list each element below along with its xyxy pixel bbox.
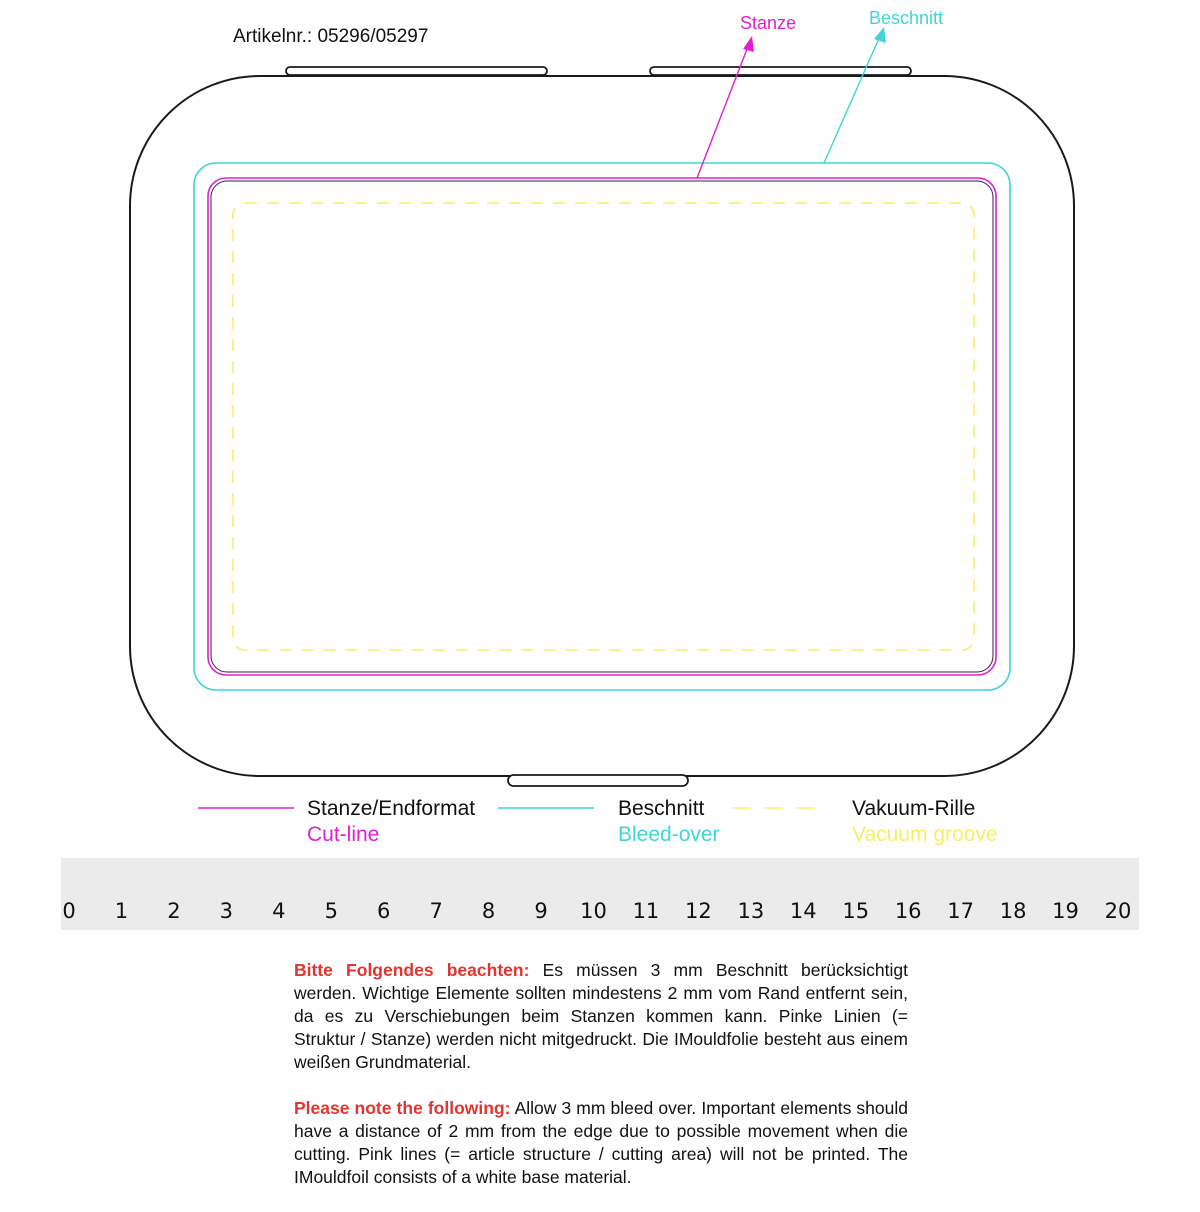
notes <box>294 959 908 1212</box>
ruler-label: 6 <box>377 899 391 923</box>
ruler-label: 20 <box>1104 899 1132 923</box>
bleed-line <box>194 163 1010 690</box>
notes-en-text: Allow 3 mm bleed over. Important elements should have a distance of 2 mm from the edge due to possible movement when die cutting. Pink lines (= article structure / cutting area) will not be printed. The IMouldfoil consists of a white base material. <box>294 1098 908 1187</box>
notes-de-lead: Bitte Folgendes beachten: <box>294 960 530 980</box>
ruler-label: 4 <box>272 899 286 923</box>
ruler-label: 5 <box>324 899 338 923</box>
ruler-label: 9 <box>534 899 548 923</box>
stanze-callout-label: Stanze <box>740 13 797 33</box>
ruler-label: 0 <box>62 899 76 923</box>
ruler-label: 18 <box>999 899 1027 923</box>
stanze-arrowhead <box>743 36 754 52</box>
notes-en <box>294 1097 908 1189</box>
beschnitt-arrowhead <box>874 27 886 43</box>
beschnitt-callout-label: Beschnitt <box>869 8 944 28</box>
ruler-label: 7 <box>429 899 443 923</box>
hinge-right <box>650 67 911 75</box>
notes-en-lead: Please note the following: <box>294 1098 511 1118</box>
ruler-label: 14 <box>789 899 817 923</box>
ruler-label: 3 <box>219 899 234 923</box>
hinge-left <box>286 67 547 75</box>
stanze-arrow-line <box>697 44 749 178</box>
legend-bleed-label-de: Beschnitt <box>618 797 705 820</box>
legend-groove-label-en: Vacuum groove <box>852 823 998 846</box>
article-number: Artikelnr.: 05296/05297 <box>233 26 429 47</box>
ruler-label: 8 <box>481 899 496 923</box>
notes-de-text: Es müssen 3 mm Beschnitt berücksichtigt werden. Wichtige Elemente sollten mindestens 2 mm vom Rand entfernt sein, da es zu Verschiebungen beim Stanzen kommen kann. Pinke Linien (= Struktur / Stanze) werden nicht mitgedruckt. Die IMouldfolie besteht aus einem weißen Grundmaterial. <box>294 960 909 1072</box>
ruler-label: 17 <box>947 899 975 923</box>
ruler-label: 11 <box>632 899 660 923</box>
ruler-label: 10 <box>580 899 607 923</box>
vacuum-groove <box>233 203 974 650</box>
ruler-label: 15 <box>842 899 870 923</box>
ruler-label: 2 <box>167 899 181 923</box>
cut-line-inner <box>211 181 993 672</box>
notes-de <box>294 959 908 1074</box>
legend-cut-label-en: Cut-line <box>307 823 380 846</box>
legend-groove-label-de: Vakuum-Rille <box>852 797 976 820</box>
beschnitt-arrow-line <box>824 36 880 163</box>
legend-cut-label-de: Stanze/Endformat <box>307 797 476 820</box>
ruler-label: 19 <box>1052 899 1079 923</box>
ruler-label: 13 <box>737 899 765 923</box>
ruler-label: 16 <box>894 899 922 923</box>
ruler-label: 1 <box>114 899 129 923</box>
cut-line-outer <box>208 178 996 675</box>
clasp-bottom <box>508 775 688 786</box>
ruler-label: 12 <box>685 899 712 923</box>
legend-bleed-label-en: Bleed-over <box>618 823 720 846</box>
